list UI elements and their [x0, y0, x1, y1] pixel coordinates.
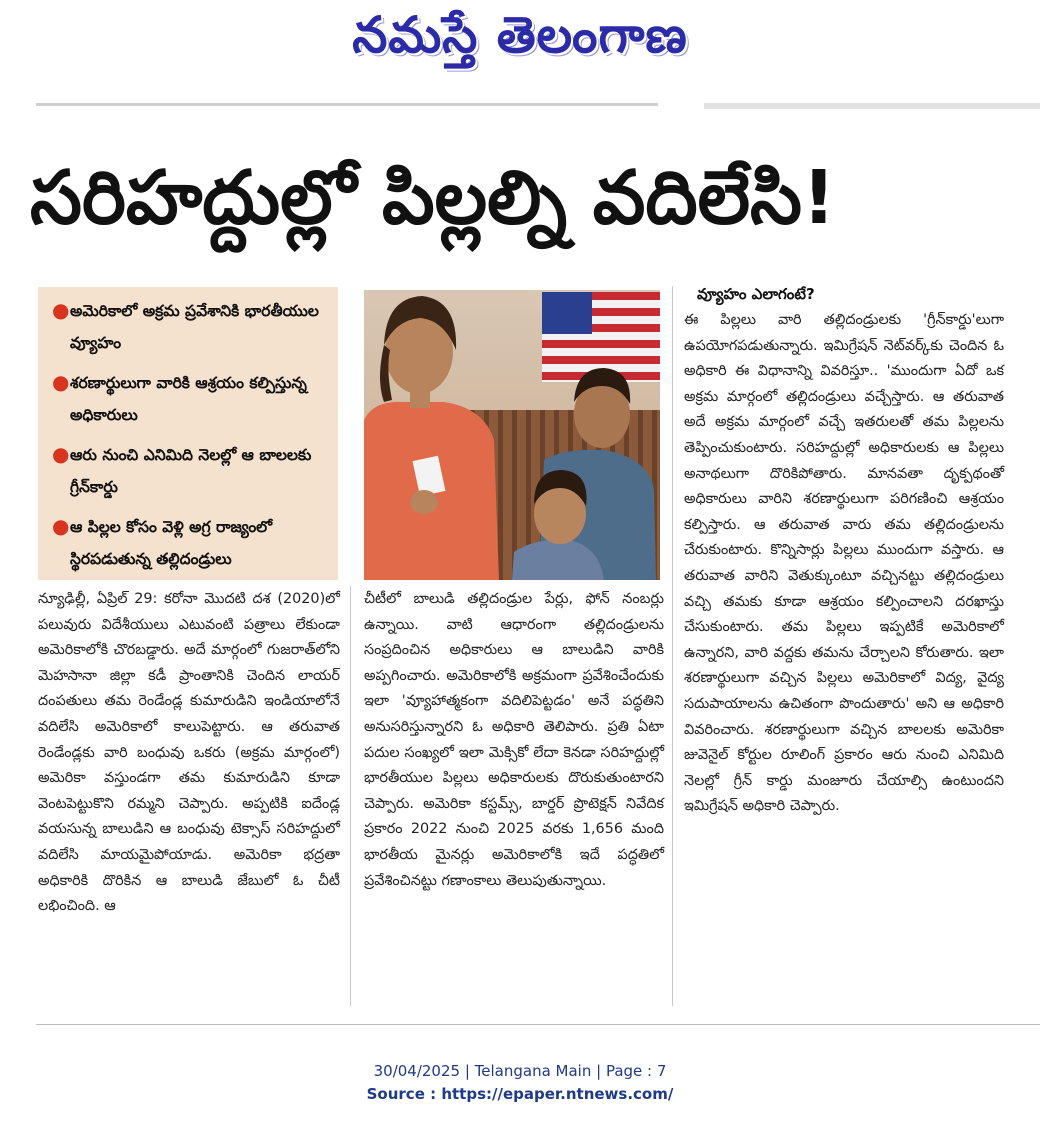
highlight-item — [52, 295, 330, 359]
article-photo — [364, 290, 660, 580]
highlight-item — [52, 367, 330, 431]
highlight-item — [52, 439, 330, 503]
column-divider — [350, 586, 351, 1006]
highlight-text: ఆ పిల్లల కోసం వెళ్లి అగ్ర రాజ్యంలో స్థిరపడుతున్న తల్లిదండ్రులు — [70, 518, 273, 568]
article-headline: సరిహద్దుల్లో పిల్లల్ని వదిలేసి! — [30, 155, 836, 241]
footer-source: Source : https://epaper.ntnews.com/ — [366, 1085, 674, 1103]
children-at-border-image — [364, 290, 660, 580]
bullet-icon: ● — [52, 514, 70, 538]
page-bottom-divider — [36, 1024, 1040, 1025]
article-column-2: చీటీలో బాలుడి తల్లిదండ్రుల పేర్లు, ఫోన్ నంబర్లు ఉన్నాయి. వాటి ఆధారంగా తల్లిదండ్రులను సంప్రదించిన అధికారులు ఆ బాలుడిని వారికి అప్పగించారు. అమెరికాలోకి అక్రమంగా ప్రవేశించేందుకు ఇలా 'వ్యూహాత్మకంగా వదిలిపెట్టడం' అనే పద్ధతిని అనుసరిస్తున్నారని ఓ అధికారి తెలిపారు. ప్రతి ఏటా పదుల సంఖ్యలో ఇలా మెక్సికో లేదా కెనడా సరిహద్దుల్లో భారతీయుల పిల్లలు అధికారులకు దొరుకుతుంటారని చెప్పారు. అమెరికా కస్టమ్స్, బార్డర్ ప్రొటెక్షన్ నివేదిక ప్రకారం 2022 నుంచి 2025 వరకు 1,656 మంది భారతీయ మైనర్లు అమెరికాలోకి ఇదే పద్ధతిలో ప్రవేశించినట్టు గణాంకాలు తెలుపుతున్నాయి. — [364, 591, 664, 889]
highlight-text: అమెరికాలో అక్రమ ప్రవేశానికి భారతీయుల వ్యూహం — [70, 302, 319, 352]
article-column-3: ఈ పిల్లలు వారి తల్లిదండ్రులకు 'గ్రీన్‌కార్డు'లుగా ఉపయోగపడుతున్నారు. ఇమిగ్రేషన్ నెట్‌వర్క్‌కు చెందిన ఓ అధికారి ఈ విధానాన్ని వివరిస్తూ.. 'ముందుగా ఏదో ఒక అక్రమ మార్గంలో తల్లిదండ్రులు వచ్చేస్తారు. ఆ తరువాత అదే అక్రమ మార్గంలో వచ్చే ఇతరులతో తమ పిల్లలను తెప్పించుకుంటారు. సరిహద్దుల్లో అధికారులకు ఆ పిల్లలు అనాథలుగా దొరికిపోతారు. మానవతా దృక్పథంతో అధికారులు వారిని శరణార్థులుగా పరిగణించి ఆశ్రయం కల్పిస్తారు. ఆ తరువాత వారు తమ తల్లిదండ్రులను చేరుకుంటారు. కొన్నిసార్లు పిల్లలు ముందుగా వస్తారు. ఆ తరువాత వారిని వెతుక్కుంటూ వచ్చినట్టు తల్లిదండ్రులు వచ్చి తమకు కూడా ఆశ్రయం కల్పించాలని దరఖాస్తు చేసుకుంటారు. తమ పిల్లలు ఇప్పటికే అమెరికాలో ఉన్నారని, వారి వద్దకు తమను చేర్చాలని కోరుతారు. ఇలా శరణార్థులుగా వచ్చిన పిల్లలు అమెరికాలో విద్య, వైద్య సదుపాయాలను ఉచితంగా పొందుతారు' అని ఆ అధికారి వివరించారు. శరణార్థులుగా వచ్చిన బాలలకు అమెరికా జువెనైల్ కోర్టుల రూలింగ్ ప్రకారం ఆరు నుంచి ఎనిమిది నెలల్లో గ్రీన్ కార్డు మంజూరు చేయాల్సి ఉంటుందని ఇమిగ్రేషన్ అధికారి చెప్పారు. — [684, 312, 1004, 815]
highlight-item — [52, 511, 330, 575]
masthead-divider-right — [704, 103, 1040, 109]
newspaper-masthead: నమస్తే తెలంగాణ — [352, 6, 688, 64]
article-column-1: న్యూఢిల్లీ, ఏప్రిల్ 29: కరోనా మొదటి దశ (2020)లో పలువురు విదేశీయులు ఎటువంటి పత్రాలు లేకుండా అమెరికాలోకి చొరబడ్డారు. అదే మార్గంలో గుజరాత్‌లోని మెహసానా జిల్లా కడీ ప్రాంతానికి చెందిన లాయర్ దంపతులు తమ రెండేండ్ల కుమారుడిని ఇండియాలోనే వదిలేసి అమెరికాలో కాలుపెట్టారు. ఆ తరువాత రెండేండ్లకు వారి బంధువు ఒకరు (అక్రమ మార్గంలో) అమెరికా వస్తుండగా తమ కుమారుడిని కూడా వెంటపెట్టుకొని రమ్మని చెప్పారు. అప్పటికి ఐదేండ్ల వయసున్న బాలుడిని ఆ బంధువు టెక్సాస్ సరిహద్దులో వదిలేసి మాయమైపోయాడు. అమెరికా భద్రతా అధికారికి దొరికిన ఆ బాలుడి జేబులో ఓ చీటీ లభించింది. ఆ — [38, 591, 340, 915]
footer-dateline: 30/04/2025 | Telangana Main | Page : 7 — [373, 1062, 667, 1080]
bullet-icon: ● — [52, 370, 70, 394]
highlight-text: ఆరు నుంచి ఎనిమిది నెలల్లో ఆ బాలలకు గ్రీన్‌కార్డు — [70, 446, 312, 496]
masthead-divider — [36, 103, 658, 106]
column-divider — [672, 286, 673, 1006]
highlight-text: శరణార్థులుగా వారికి ఆశ్రయం కల్పిస్తున్న అధికారులు — [70, 374, 307, 424]
highlights-box — [38, 287, 338, 580]
section-subheading: వ్యూహం ఎలాగంటే? — [697, 285, 815, 303]
bullet-icon: ● — [52, 298, 70, 322]
bullet-icon: ● — [52, 442, 70, 466]
